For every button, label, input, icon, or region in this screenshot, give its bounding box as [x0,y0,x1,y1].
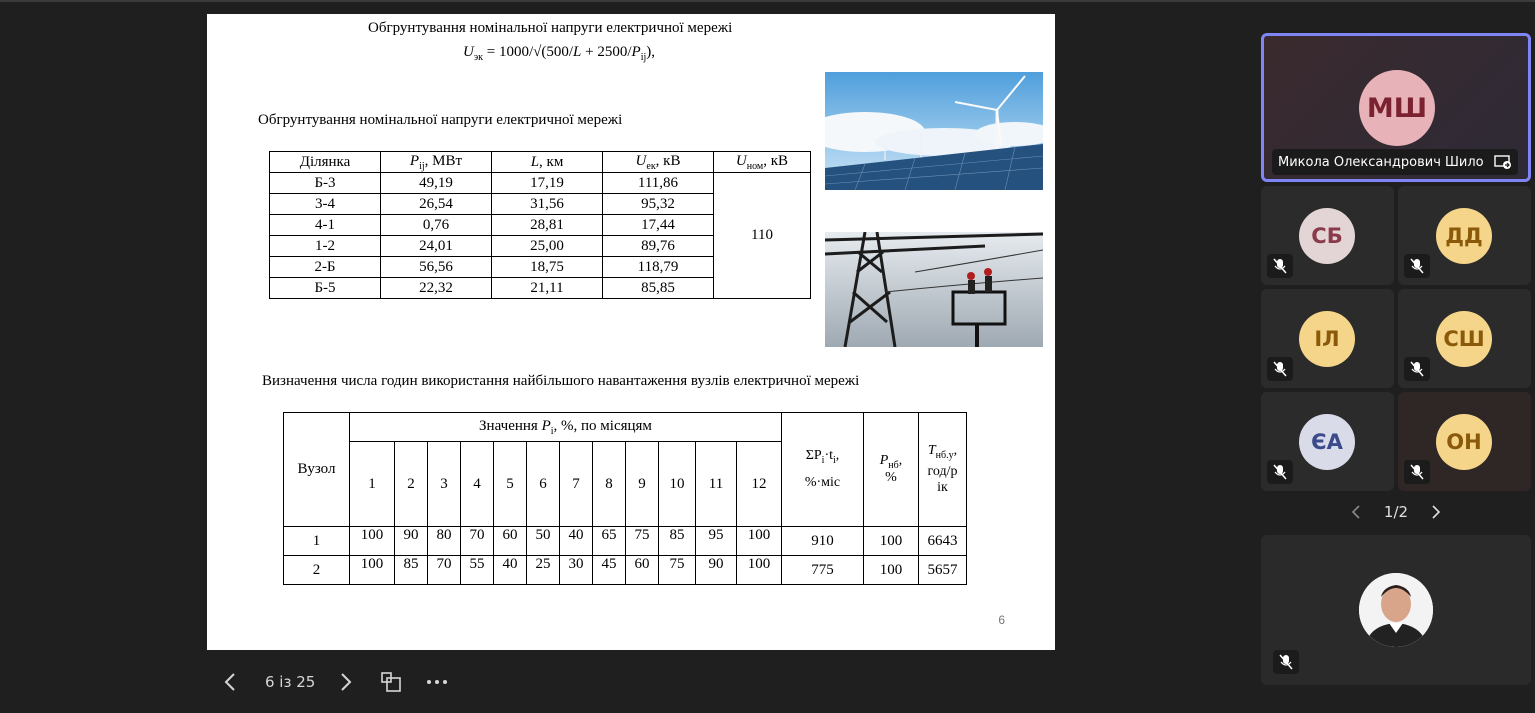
self-video-avatar [1359,573,1433,647]
formula-u-sub: эк [473,52,483,63]
mic-off-icon [1279,654,1293,670]
table-cell: Б-5 [270,278,381,299]
header-cell: Ділянка [270,152,381,173]
table-cell: Б-3 [270,173,381,194]
muted-indicator [1267,357,1293,381]
value-cell: 100 [350,527,395,556]
value-cell: 25 [527,556,560,585]
chevron-left-icon [223,672,237,692]
value-cell: 50 [527,527,560,556]
table-cell: 24,01 [381,236,492,257]
table-cell: 17,19 [492,173,603,194]
featured-participant-tile[interactable] [1261,33,1531,182]
table-cell: 49,19 [381,173,492,194]
table-row [284,556,967,585]
table-cell: 95,32 [603,194,714,215]
node-header: Вузол [284,413,350,527]
participant-tile[interactable] [1398,289,1531,388]
month-cell: 9 [626,442,659,527]
avatar: ОН [1436,414,1492,470]
mic-off-icon [1410,258,1424,274]
table-cell: 17,44 [603,215,714,236]
pager-next-icon[interactable] [1430,504,1442,520]
mic-off-icon [1273,464,1287,480]
avatar: СБ [1299,208,1355,264]
pager-prev-icon[interactable] [1350,504,1362,520]
table-cell: 4-1 [270,215,381,236]
month-cell: 4 [461,442,494,527]
slide-page-number: 6 [998,613,1005,627]
table-cell: 3-4 [270,194,381,215]
value-cell: 90 [696,556,737,585]
window-top-border [0,0,1535,2]
table-cell: 56,56 [381,257,492,278]
participant-tile[interactable] [1398,186,1531,285]
month-cell: 6 [527,442,560,527]
muted-indicator [1267,254,1293,278]
mic-off-icon [1410,464,1424,480]
table-cell: 28,81 [492,215,603,236]
header-cell: $P_{ij}$, МВт [381,152,492,173]
month-cell: 12 [737,442,782,527]
value-cell: 45 [593,556,626,585]
table-cell: 118,79 [603,257,714,278]
value-cell: 85 [395,556,428,585]
wind-solar-image [825,72,1043,190]
value-cell: 100 [737,556,782,585]
month-cell: 11 [696,442,737,527]
participant-tile[interactable] [1261,186,1394,285]
chevron-right-icon [339,672,353,692]
muted-indicator [1404,460,1430,484]
pnb-cell: 100 [864,527,919,556]
value-cell: 75 [626,527,659,556]
table-cell: 18,75 [492,257,603,278]
value-cell: 65 [593,527,626,556]
next-slide-button[interactable] [334,668,358,696]
thumbnails-icon [379,670,403,694]
table-cell: 0,76 [381,215,492,236]
screen-share-icon [1494,154,1512,170]
value-cell: 70 [428,556,461,585]
sum-cell: 910 [782,527,864,556]
value-cell: 100 [350,556,395,585]
table-cell: 85,85 [603,278,714,299]
value-cell: 40 [494,556,527,585]
value-cell: 100 [737,527,782,556]
formula-mid: = 1000/√(500/ [483,44,574,60]
tnb-header: $T_{нб.у}$, год/р ік [919,413,967,527]
months-header: Значення $P_i$, %, по місяцям [350,413,782,442]
table-cell: 2-Б [270,257,381,278]
presentation-slide [207,14,1055,650]
month-cell: 8 [593,442,626,527]
more-options-button[interactable] [424,668,450,696]
participant-tile[interactable] [1398,392,1531,491]
mic-off-icon [1273,361,1287,377]
value-cell: 60 [494,527,527,556]
sum-cell: 775 [782,556,864,585]
subtitle-2: Визначення числа годин використання найбільшого навантаження вузлів електричної мережі [262,373,860,389]
table-header-row [284,413,967,442]
participants-pager [1350,500,1442,524]
table-cell: 111,86 [603,173,714,194]
slide-title: Обгрунтування номінальної напруги електричної мережі [368,20,733,36]
mic-off-icon [1410,361,1424,377]
value-cell: 75 [659,556,696,585]
muted-indicator [1404,357,1430,381]
formula-u: U [463,44,474,60]
avatar: МШ [1359,70,1435,146]
mic-off-icon [1273,258,1287,274]
table-cell: 21,11 [492,278,603,299]
more-icon [426,679,448,685]
participant-tile[interactable] [1261,289,1394,388]
table-row [284,527,967,556]
value-cell: 40 [560,527,593,556]
power-line-image [825,232,1043,347]
value-cell: 95 [696,527,737,556]
formula [463,44,655,63]
participant-tile[interactable] [1261,392,1394,491]
month-cell: 7 [560,442,593,527]
avatar: СШ [1436,311,1492,367]
table-row [270,173,811,194]
table-cell: 31,56 [492,194,603,215]
prev-slide-button[interactable] [218,668,242,696]
table-cell: 89,76 [603,236,714,257]
participant-name-bar [1272,149,1518,175]
value-cell: 60 [626,556,659,585]
voltage-table [269,151,811,299]
header-cell: $U_{ном}$, кВ [714,152,811,173]
avatar: ДД [1436,208,1492,264]
subtitle-1: Обгрунтування номінальної напруги електричної мережі [258,112,623,128]
load-hours-table [283,412,967,585]
unom-cell: 110 [714,173,811,299]
tnb-cell: 6643 [919,527,967,556]
tnb-cell: 5657 [919,556,967,585]
formula-p: P [631,44,641,60]
month-cell: 3 [428,442,461,527]
value-cell: 85 [659,527,696,556]
pnb-header: $P_{нб}$, % [864,413,919,527]
table-header-row [270,152,811,173]
formula-end: ), [646,44,655,60]
formula-l: L [573,44,582,60]
formula-p-sub: ij [640,52,647,63]
node-cell: 1 [284,527,350,556]
month-cell: 5 [494,442,527,527]
table-cell: 26,54 [381,194,492,215]
slide-thumbnails-button[interactable] [378,668,404,696]
muted-indicator [1267,460,1293,484]
self-video-tile[interactable] [1261,535,1531,685]
header-cell: $U_{ек}$, кВ [603,152,714,173]
header-cell: L, км [492,152,603,173]
muted-indicator [1404,254,1430,278]
value-cell: 90 [395,527,428,556]
pager-label: 1/2 [1383,503,1409,521]
node-cell: 2 [284,556,350,585]
table-cell: 25,00 [492,236,603,257]
month-cell: 10 [659,442,696,527]
formula-plus: + 2500/ [581,44,632,60]
value-cell: 30 [560,556,593,585]
value-cell: 55 [461,556,494,585]
slide-counter: 6 із 25 [265,673,316,691]
value-cell: 80 [428,527,461,556]
avatar: ІЛ [1299,311,1355,367]
table-cell: 1-2 [270,236,381,257]
avatar: ЄА [1299,414,1355,470]
value-cell: 70 [461,527,494,556]
table-cell: 22,32 [381,278,492,299]
month-cell: 2 [395,442,428,527]
participant-name: Микола Олександрович Шило [1278,154,1484,170]
muted-indicator [1273,650,1299,674]
pnb-cell: 100 [864,556,919,585]
sum-header: $\Sigma P_i\cdot t_i$, %·міс [782,413,864,527]
month-cell: 1 [350,442,395,527]
